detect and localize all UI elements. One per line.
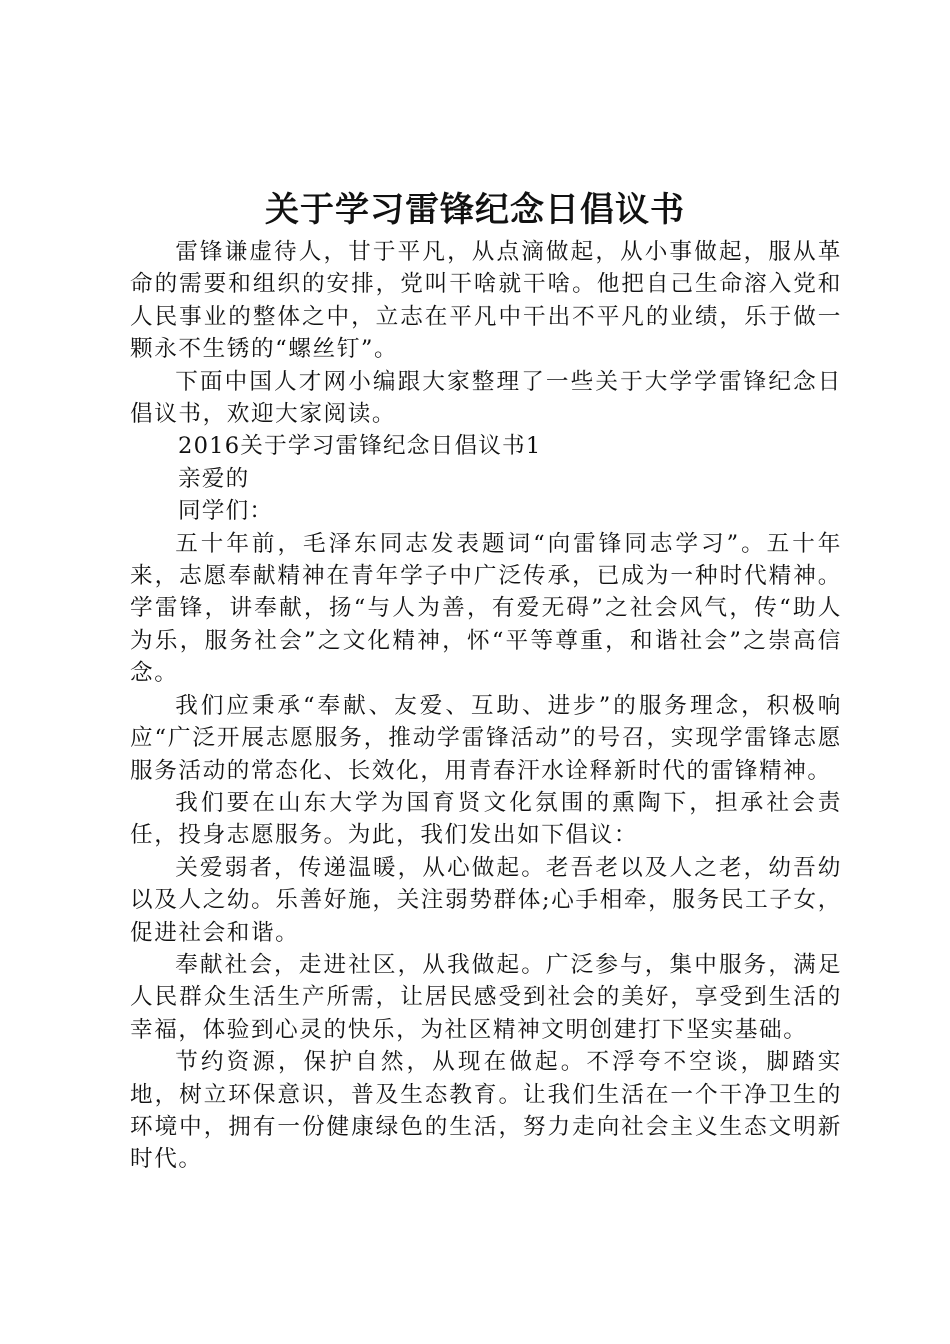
- body-paragraph-2: 我们应秉承“奉献、友爱、互助、进步”的服务理念，积极响应“广泛开展志愿服务，推动学雷锋活动”的号召，实现学雷锋志愿服务活动的常态化、长效化，用青春汗水诠释新时代的雷锋精神。: [130, 692, 842, 784]
- document-title: 关于学习雷锋纪念日倡议书: [265, 190, 685, 230]
- intro-paragraph-2: 下面中国人才网小编跟大家整理了一些关于大学学雷锋纪念日倡议书，欢迎大家阅读。: [130, 368, 842, 428]
- document-body: [130, 236, 842, 1176]
- body-paragraph-6: 节约资源，保护自然，从现在做起。不浮夸不空谈，脚踏实地，树立环保意识，普及生态教育。让我们生活在一个干净卫生的环境中，拥有一份健康绿色的生活，努力走向社会主义生态文明新时代。: [130, 1049, 842, 1173]
- intro-paragraph-1: 雷锋谦虚待人，甘于平凡，从点滴做起，从小事做起，服从革命的需要和组织的安排，党叫干啥就干啥。他把自己生命溶入党和人民事业的整体之中，立志在平凡中干出不平凡的业绩，乐于做一颗永不生锈的“螺丝钉”。: [130, 239, 842, 363]
- salutation-line-1: 亲爱的: [178, 465, 250, 492]
- section-heading: 2016关于学习雷锋纪念日倡议书1: [178, 433, 542, 460]
- body-paragraph-3: 我们要在山东大学为国育贤文化氛围的熏陶下，担承社会责任，投身志愿服务。为此，我们发出如下倡议：: [130, 789, 842, 849]
- body-paragraph-1: 五十年前，毛泽东同志发表题词“向雷锋同志学习”。五十年来，志愿奉献精神在青年学子中广泛传承，已成为一种时代精神。学雷锋，讲奉献，扬“与人为善，有爱无碍”之社会风气，传“助人为乐，服务社会”之文化精神，怀“平等尊重，和谐社会”之崇高信念。: [130, 530, 842, 687]
- body-paragraph-5: 奉献社会，走进社区，从我做起。广泛参与，集中服务，满足人民群众生活生产所需，让居民感受到社会的美好，享受到生活的幸福，体验到心灵的快乐，为社区精神文明创建打下坚实基础。: [130, 951, 842, 1043]
- salutation-line-2: 同学们：: [178, 498, 274, 525]
- body-paragraph-4: 关爱弱者，传递温暖，从心做起。老吾老以及人之老，幼吾幼以及人之幼。乐善好施，关注弱势群体;心手相牵，服务民工子女，促进社会和谐。: [130, 854, 842, 946]
